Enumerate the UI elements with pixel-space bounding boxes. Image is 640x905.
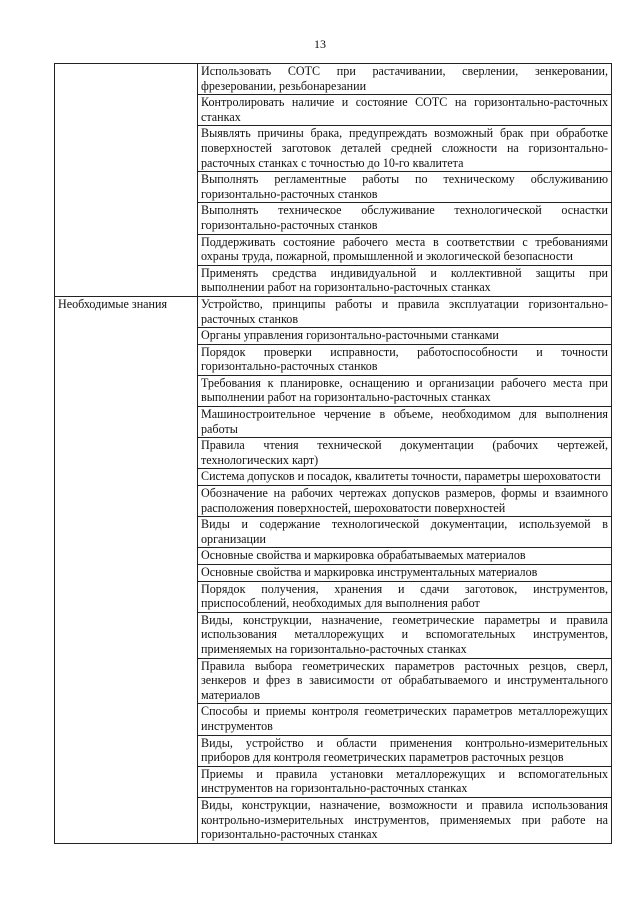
requirement-cell	[198, 344, 612, 375]
requirement-cell	[198, 438, 612, 469]
requirement-text: Виды, конструкции, назначение, геометрические параметры и правила использования металлорежущих и вспомогательных инструментов, применяемых на горизонтально-расточных станках	[201, 612, 608, 656]
section-label-knowledge	[55, 296, 198, 843]
requirement-cell	[198, 328, 612, 345]
requirement-cell	[198, 612, 612, 658]
requirement-cell	[198, 565, 612, 582]
section-label-text: Необходимые знания	[58, 296, 168, 311]
requirement-cell	[198, 704, 612, 735]
requirement-cell	[198, 735, 612, 766]
requirement-text: Обозначение на рабочих чертежах допусков размеров, формы и взаимного расположения поверхностей, шероховатости поверхностей	[201, 486, 608, 515]
requirement-text: Правила чтения технической документации (рабочих чертежей, технологических карт)	[201, 438, 608, 467]
requirement-text: Выполнять техническое обслуживание технологической оснастки горизонтально-расточных станков	[201, 203, 608, 232]
requirement-cell	[198, 486, 612, 517]
requirement-text: Выполнять регламентные работы по техническому обслуживанию горизонтально-расточных станков	[201, 172, 608, 201]
requirement-text: Применять средства индивидуальной и коллективной защиты при выполнении работ на горизонтально-расточных станках	[201, 265, 608, 295]
requirement-text: Порядок проверки исправности, работоспособности и точности горизонтально-расточных станков	[201, 344, 608, 374]
knowledge-row	[55, 296, 612, 327]
requirement-cell	[198, 469, 612, 486]
requirements-table	[54, 63, 612, 844]
requirement-cell	[198, 95, 612, 126]
requirement-cell	[198, 407, 612, 438]
requirement-text: Требования к планировке, оснащению и организации рабочего места при выполнении работ на горизонтально-расточных станках	[201, 375, 608, 405]
section-label-cell-blank	[55, 64, 198, 297]
requirement-text: Выявлять причины брака, предупреждать возможный брак при обработке поверхностей заготовок деталей средней сложности на горизонтально-расточных станках с точностью до 10-го квалитета	[201, 126, 608, 170]
requirement-text: Способы и приемы контроля геометрических параметров металлорежущих инструментов	[201, 704, 608, 733]
requirement-cell	[198, 172, 612, 203]
requirement-text: Устройство, принципы работы и правила эксплуатации горизонтально-расточных станков	[201, 296, 608, 326]
requirement-cell	[198, 517, 612, 548]
requirement-cell	[198, 658, 612, 704]
skills-row	[55, 64, 612, 95]
requirement-text: Основные свойства и маркировка обрабатываемых материалов	[201, 548, 526, 563]
requirement-text: Основные свойства и маркировка инструментальных материалов	[201, 565, 538, 579]
requirement-text: Органы управления горизонтально-расточными станками	[201, 328, 499, 343]
page-number: 13	[314, 37, 326, 51]
requirement-cell	[198, 296, 612, 327]
requirement-cell	[198, 548, 612, 565]
requirement-text: Использовать СОТС при растачивании, сверлении, зенкеровании, фрезеровании, резьбонарезании	[201, 64, 608, 93]
requirement-cell	[198, 766, 612, 797]
requirement-text: Правила выбора геометрических параметров расточных резцов, сверл, зенкеров и фрез в зависимости от обрабатываемого и инструментального материалов	[201, 658, 608, 702]
requirement-cell	[198, 265, 612, 296]
requirement-text: Поддерживать состояние рабочего места в соответствии с требованиями охраны труда, пожарной, промышленной и экологической безопасности	[201, 234, 608, 264]
requirement-cell	[198, 375, 612, 406]
requirement-cell	[198, 234, 612, 265]
requirement-text: Система допусков и посадок, квалитеты точности, параметры шероховатости	[201, 469, 601, 484]
requirement-cell	[198, 797, 612, 843]
requirement-cell	[198, 581, 612, 612]
requirement-cell	[198, 203, 612, 234]
requirement-text: Порядок получения, хранения и сдачи заготовок, инструментов, приспособлений, необходимых для выполнения работ	[201, 581, 608, 611]
requirement-text: Приемы и правила установки металлорежущих и вспомогательных инструментов на горизонтально-расточных станках	[201, 766, 608, 796]
requirement-text: Виды и содержание технологической документации, используемой в организации	[201, 517, 608, 546]
requirement-text: Виды, конструкции, назначение, возможности и правила использования контрольно-измерительных инструментов, применяемых при работе на горизонтально-расточных станках	[201, 797, 608, 842]
requirement-cell	[198, 64, 612, 95]
requirement-text: Контролировать наличие и состояние СОТС на горизонтально-расточных станках	[201, 95, 608, 124]
requirement-cell	[198, 126, 612, 172]
requirement-text: Машиностроительное черчение в объеме, необходимом для выполнения работы	[201, 407, 608, 436]
requirement-text: Виды, устройство и области применения контрольно-измерительных приборов для контроля геометрических параметров расточных резцов	[201, 735, 608, 765]
